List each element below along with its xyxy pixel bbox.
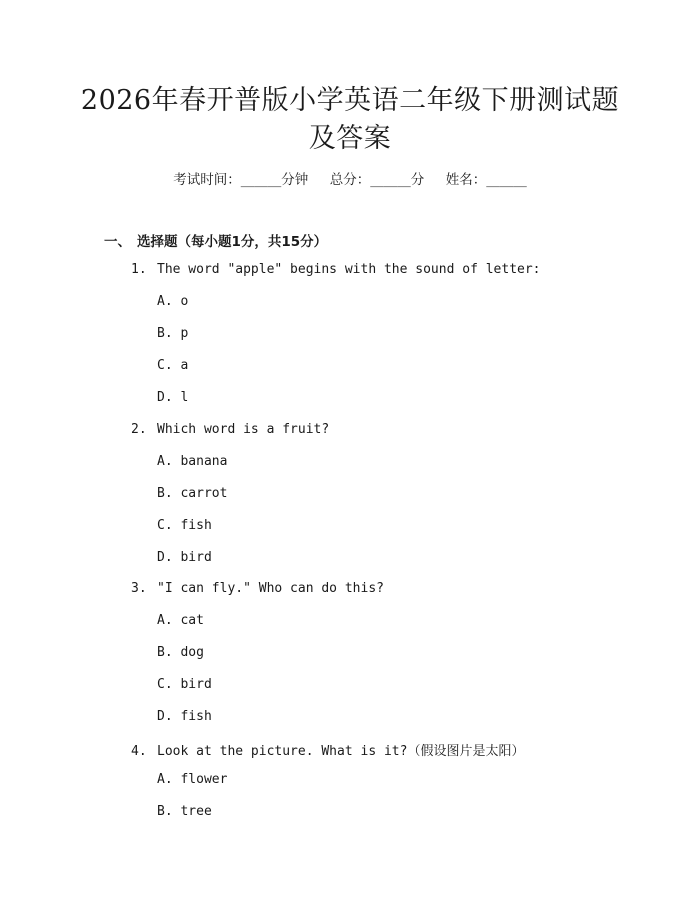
answer-option: D. l [157,390,189,405]
answer-option: C. fish [157,518,212,533]
section-heading [104,230,327,250]
question [131,262,541,277]
answer-option: B. dog [157,645,204,660]
answer-option: A. cat [157,613,204,628]
answer-option: B. p [157,326,189,341]
question-number: 1. [131,262,147,277]
title-line-1: 2026年春开普版小学英语二年级下册测试题 [80,85,620,116]
title-line-2: 及答案 [308,123,392,154]
answer-option: A. banana [157,454,228,469]
question [131,581,384,596]
answer-option: B. carrot [157,486,228,501]
section-number: 一、 [104,234,131,250]
question-text: The word "apple" begins with the sound of letter: [157,262,541,277]
answer-option: B. tree [157,804,212,819]
exam-info-line: 考试时间：______分钟 总分：______分 姓名：______ [173,172,527,188]
question-number: 2. [131,422,147,437]
question [131,422,329,437]
answer-option: D. bird [157,550,212,565]
document-title [70,82,630,158]
question-text: Which word is a fruit? [157,422,330,437]
answer-option: A. o [157,294,189,309]
question-number: 3. [131,581,147,596]
answer-option: C. a [157,358,189,373]
question-number: 4. [131,744,147,759]
question-text: "I can fly." Who can do this? [157,581,384,596]
answer-option: D. fish [157,709,212,724]
answer-option: C. bird [157,677,212,692]
answer-option: A. flower [157,772,228,787]
question [131,740,524,759]
section-title: 选择题（每小题1分，共15分） [137,234,328,250]
question-text: Look at the picture. What is it?（假设图片是太阳） [157,744,525,759]
